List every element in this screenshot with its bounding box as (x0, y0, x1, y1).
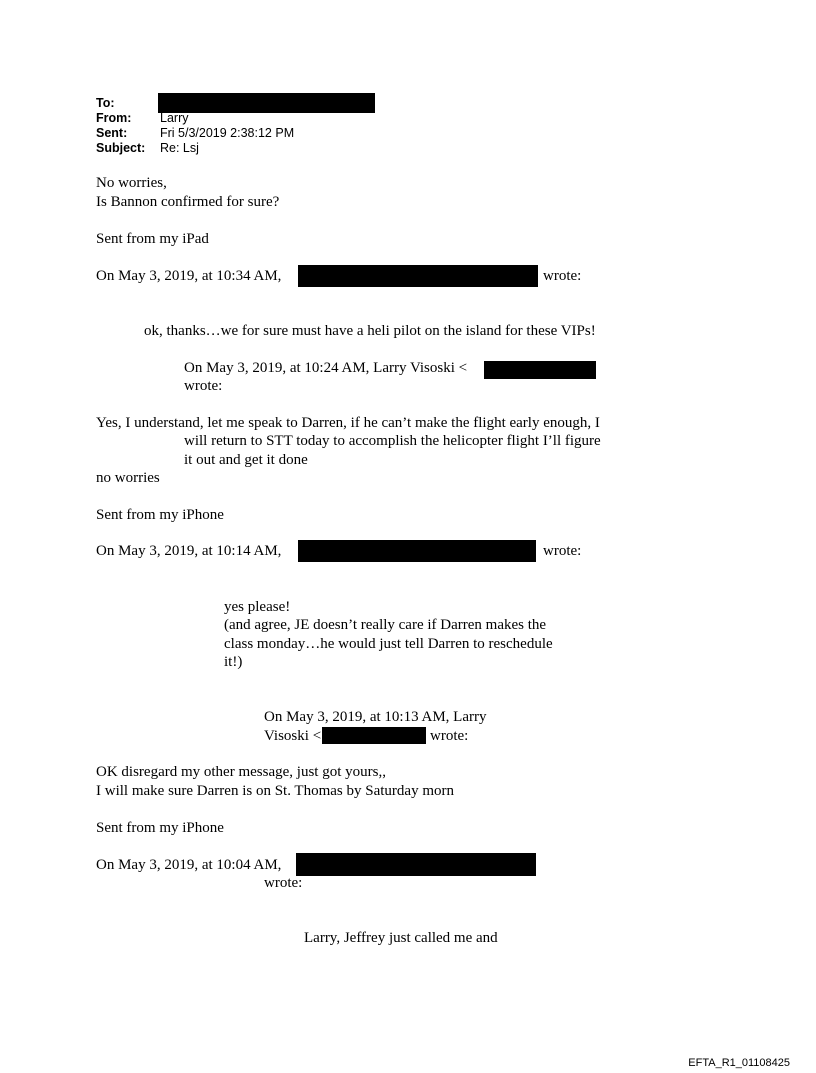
msg4-line2: (and agree, JE doesn’t really care if Darren makes the (224, 617, 547, 633)
to-label: To: (96, 96, 115, 110)
quote5-prefix: On May 3, 2019, at 10:04 AM, (96, 857, 282, 873)
msg3-line2: will return to STT today to accomplish the helicopter flight I’ll figure (184, 433, 601, 449)
msg4-line1: yes please! (224, 599, 291, 615)
redaction-bar-quote5 (296, 853, 536, 876)
quote1-suffix: wrote: (543, 268, 582, 284)
msg4-line3: class monday…he would just tell Darren to reschedule (224, 636, 553, 652)
msg6-text: Larry, Jeffrey just called me and (304, 930, 498, 946)
signature-ipad: Sent from my iPad (96, 231, 209, 247)
sent-label: Sent: (96, 126, 128, 140)
msg3-line3: it out and get it done (184, 452, 308, 468)
from-value: Larry (160, 111, 189, 125)
reply1-line2: Is Bannon confirmed for sure? (96, 194, 280, 210)
quote1-prefix: On May 3, 2019, at 10:34 AM, (96, 268, 282, 284)
msg5-line1: OK disregard my other message, just got yours,, (96, 764, 386, 780)
sent-value: Fri 5/3/2019 2:38:12 PM (160, 126, 295, 140)
quote3-suffix: wrote: (543, 543, 582, 559)
document-id: EFTA_R1_01108425 (688, 1057, 790, 1069)
msg2-text: ok, thanks…we for sure must have a heli pilot on the island for these VIPs! (144, 323, 596, 339)
signature-iphone-1: Sent from my iPhone (96, 507, 224, 523)
msg3-line1: Yes, I understand, let me speak to Darren, if he can’t make the flight early enough, I (96, 415, 600, 431)
msg4-line4: it!) (224, 654, 243, 670)
signature-iphone-2: Sent from my iPhone (96, 820, 224, 836)
redaction-bar-quote3 (298, 540, 536, 562)
quote5-line2: wrote: (264, 875, 303, 891)
email-header (96, 96, 416, 160)
msg3-line4: no worries (96, 470, 160, 486)
quote3-prefix: On May 3, 2019, at 10:14 AM, (96, 543, 282, 559)
from-label: From: (96, 111, 132, 125)
quote2-line2: wrote: (184, 378, 223, 394)
quote2-line1: On May 3, 2019, at 10:24 AM, Larry Visoski < (184, 360, 468, 376)
quote4-line2-prefix: Visoski < (264, 728, 322, 744)
subject-label: Subject: (96, 141, 146, 155)
redaction-bar-quote4 (322, 727, 426, 744)
subject-value: Re: Lsj (160, 141, 199, 155)
redaction-bar-quote2 (484, 361, 596, 379)
redaction-bar-quote1 (298, 265, 538, 287)
redaction-bar-to (158, 93, 375, 113)
quote4-line1: On May 3, 2019, at 10:13 AM, Larry (264, 709, 487, 725)
reply1-line1: No worries, (96, 175, 167, 191)
quote4-line2-suffix: wrote: (430, 728, 469, 744)
msg5-line2: I will make sure Darren is on St. Thomas by Saturday morn (96, 783, 454, 799)
